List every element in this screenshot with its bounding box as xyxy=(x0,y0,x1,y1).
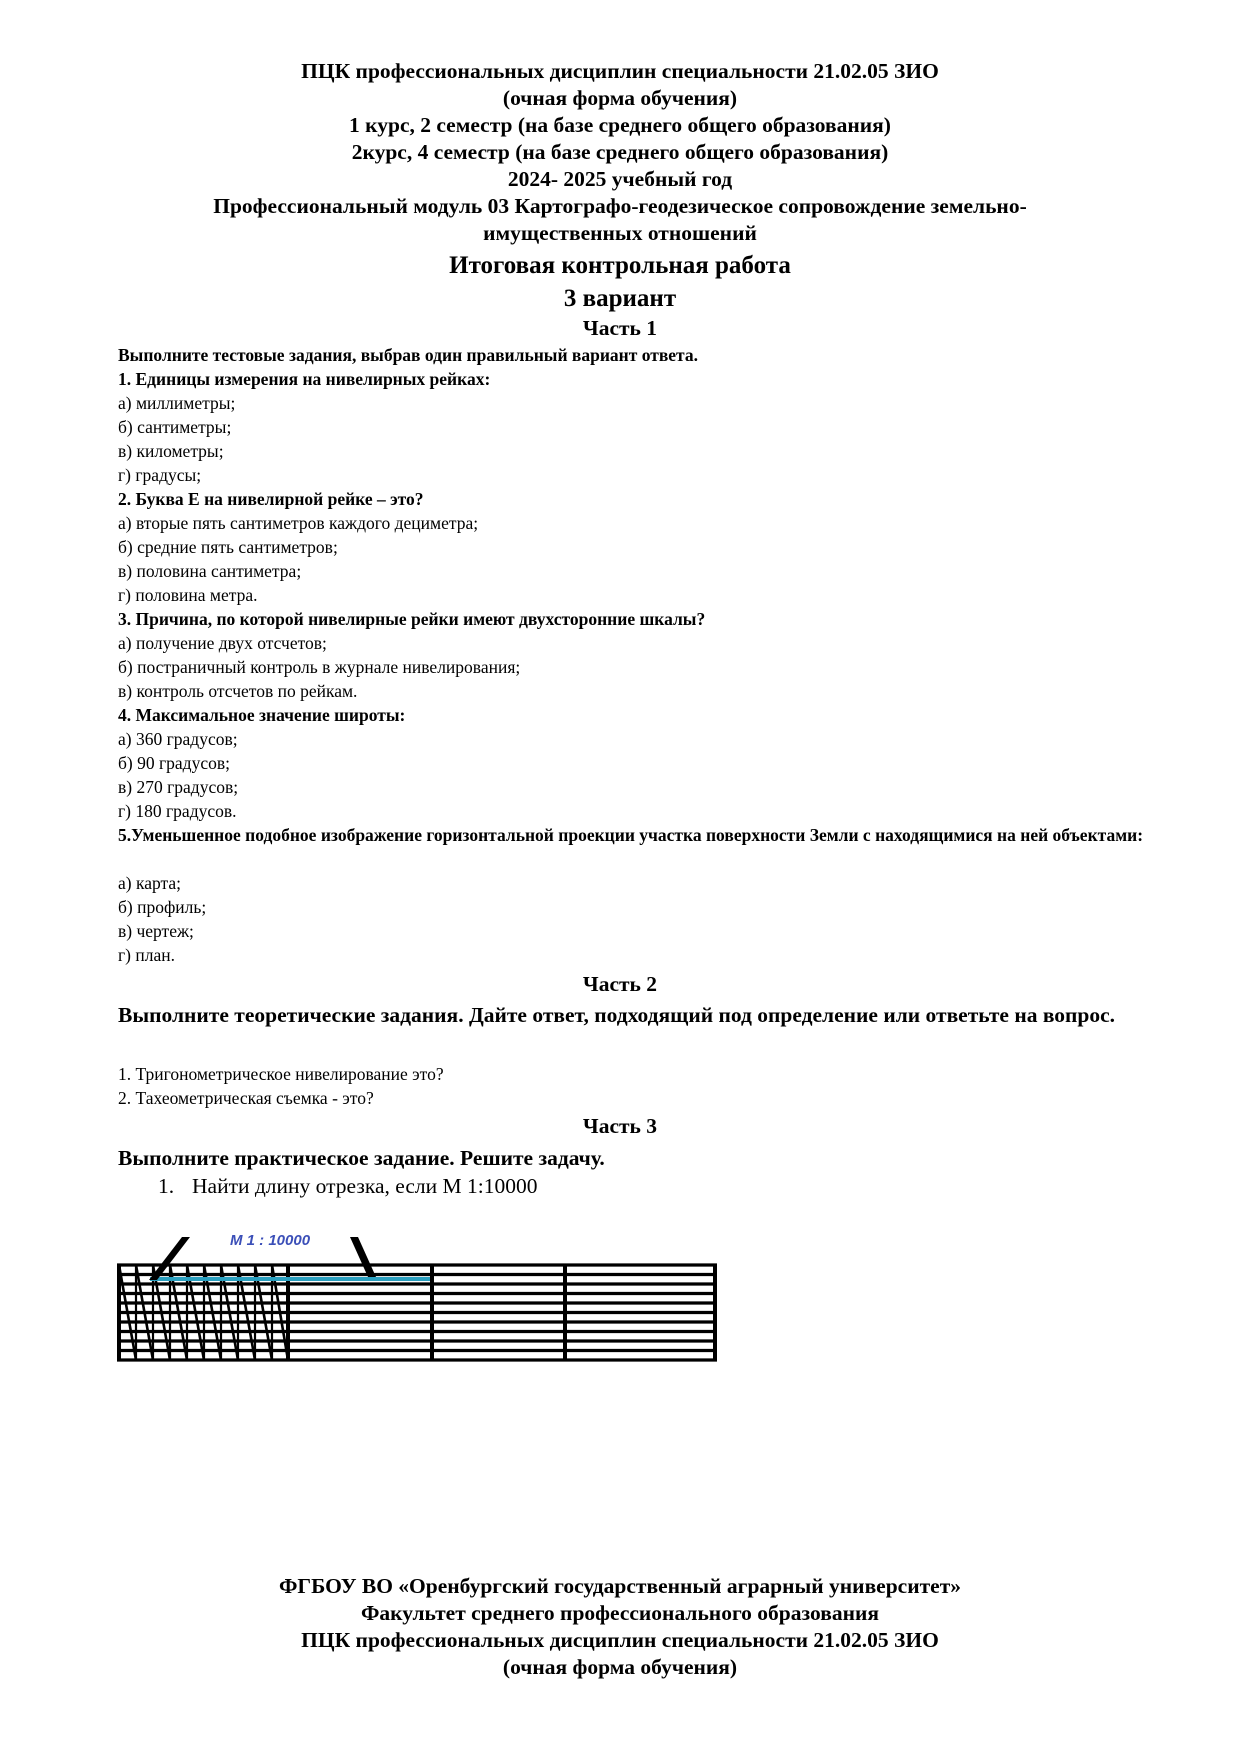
q4-option-b: б) 90 градусов; xyxy=(118,753,230,773)
scale-label: M 1 : 10000 xyxy=(230,1232,311,1249)
header-line-study-form: (очная форма обучения) xyxy=(502,86,738,110)
divider-leg-right xyxy=(350,1237,376,1277)
task-number: 1. xyxy=(158,1174,175,1198)
question-1: 1. Единицы измерения на нивелирных рейках: xyxy=(118,369,491,389)
transversal-scale-diagram xyxy=(110,1225,730,1365)
part2-question-2: 2. Тахеометрическая съемка - это? xyxy=(118,1088,374,1108)
q2-option-c: в) половина сантиметра; xyxy=(118,561,302,581)
header-line-module-cont: имущественных отношений xyxy=(483,221,757,245)
q3-option-c: в) контроль отсчетов по рейкам. xyxy=(118,681,358,701)
q1-option-a: а) миллиметры; xyxy=(118,393,236,413)
footer-department: ПЦК профессиональных дисциплин специальности 21.02.05 ЗИО xyxy=(301,1628,939,1652)
q3-option-a: а) получение двух отсчетов; xyxy=(118,633,327,653)
task-text: Найти длину отрезка, если М 1:10000 xyxy=(192,1174,538,1198)
header-line-academic-year: 2024- 2025 учебный год xyxy=(507,167,733,191)
q2-option-d: г) половина метра. xyxy=(118,585,258,605)
question-2: 2. Буква Е на нивелирной рейке – это? xyxy=(118,489,424,509)
footer-university: ФГБОУ ВО «Оренбургский государственный аграрный университет» xyxy=(278,1574,962,1598)
q4-option-d: г) 180 градусов. xyxy=(118,801,237,821)
question-5: 5.Уменьшенное подобное изображение горизонтальной проекции участка поверхности Земли с находящимися на ней объектами: xyxy=(118,825,1144,845)
question-3: 3. Причина, по которой нивелирные рейки имеют двухсторонние шкалы? xyxy=(118,609,706,629)
q5-option-d: г) план. xyxy=(118,945,175,965)
q1-option-c: в) километры; xyxy=(118,441,224,461)
variant-title: 3 вариант xyxy=(563,285,677,312)
q5-option-c: в) чертеж; xyxy=(118,921,194,941)
part1-instruction: Выполните тестовые задания, выбрав один правильный вариант ответа. xyxy=(118,345,698,365)
q2-option-b: б) средние пять сантиметров; xyxy=(118,537,338,557)
footer-study-form: (очная форма обучения) xyxy=(502,1655,738,1679)
part3-task-1 xyxy=(158,1172,537,1200)
q5-option-a: а) карта; xyxy=(118,873,181,893)
question-4: 4. Максимальное значение широты: xyxy=(118,705,406,725)
part1-title: Часть 1 xyxy=(582,316,658,340)
part3-title: Часть 3 xyxy=(582,1114,658,1138)
q2-option-a: а) вторые пять сантиметров каждого дециметра; xyxy=(118,513,479,533)
q5-option-b: б) профиль; xyxy=(118,897,207,917)
header-line-module: Профессиональный модуль 03 Картографо-геодезическое сопровождение земельно- xyxy=(213,194,1027,218)
q1-option-d: г) градусы; xyxy=(118,465,202,485)
page-title: Итоговая контрольная работа xyxy=(449,252,791,279)
header-line-course-2: 2курс, 4 семестр (на базе среднего общего образования) xyxy=(351,140,889,164)
header-line-course-1: 1 курс, 2 семестр (на базе среднего общего образования) xyxy=(349,113,891,137)
part2-question-1: 1. Тригонометрическое нивелирование это? xyxy=(118,1064,444,1084)
q4-option-a: а) 360 градусов; xyxy=(118,729,238,749)
q3-option-b: б) постраничный контроль в журнале нивелирования; xyxy=(118,657,521,677)
q1-option-b: б) сантиметры; xyxy=(118,417,232,437)
q4-option-c: в) 270 градусов; xyxy=(118,777,239,797)
footer-faculty: Факультет среднего профессионального образования xyxy=(360,1601,880,1625)
part2-instruction: Выполните теоретические задания. Дайте ответ, подходящий под определение или ответьте на вопрос. xyxy=(118,1003,1116,1027)
part2-title: Часть 2 xyxy=(582,972,658,996)
header-line-department: ПЦК профессиональных дисциплин специальности 21.02.05 ЗИО xyxy=(301,59,939,83)
part3-instruction: Выполните практическое задание. Решите задачу. xyxy=(118,1146,605,1170)
